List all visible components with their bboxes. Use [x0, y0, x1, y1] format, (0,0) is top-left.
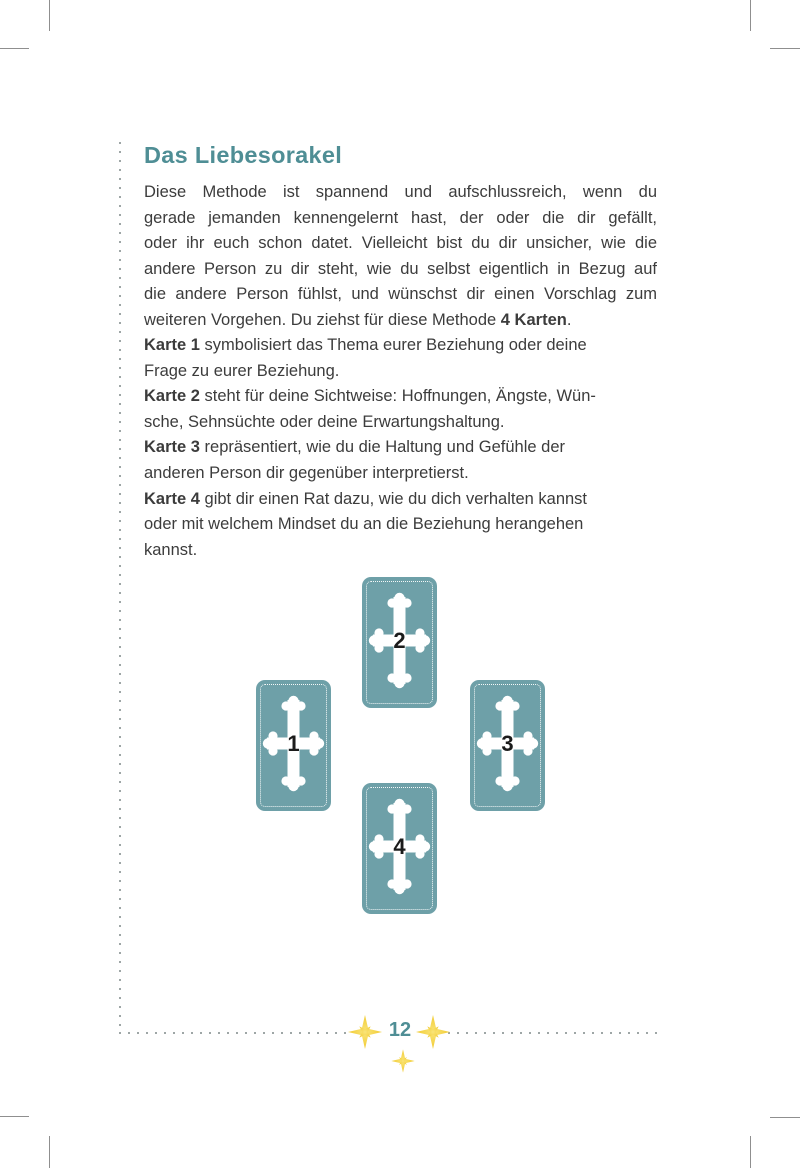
- bold-text-segment: Karte 2: [144, 387, 200, 406]
- card-number: 3: [501, 731, 514, 756]
- bold-text-segment: 4 Karten: [500, 310, 567, 329]
- oracle-card-2: [362, 577, 437, 708]
- text-segment: steht für deine Sichtweise: Hoffnungen, Ängste, Wün-: [199, 387, 596, 406]
- text-segment: Diese Methode ist spannend und aufschlussreich, wenn du: [144, 183, 657, 201]
- card-number: 4: [393, 834, 406, 859]
- text-segment: gerade jemanden kennengelernt hast, der oder die dir gefällt,: [144, 208, 657, 227]
- text-segment: .: [566, 310, 572, 329]
- budded-cross-icon: [256, 680, 331, 811]
- sparkle-star-icon: [390, 1048, 416, 1074]
- text-segment: anderen Person dir gegenüber interpretierst.: [144, 464, 469, 483]
- text-segment: oder mit welchem Mindset du an die Beziehung herangehen: [144, 515, 584, 534]
- budded-cross-icon: [362, 577, 437, 708]
- page-number: 12: [388, 1019, 412, 1041]
- text-segment: repräsentiert, wie du die Haltung und Gefühle der: [199, 438, 566, 457]
- text-segment: andere Person zu dir steht, wie du selbst eigentlich in Bezug auf: [144, 259, 657, 278]
- budded-cross-icon: [362, 783, 437, 914]
- card-number: 1: [287, 731, 300, 756]
- text-segment: sche, Sehnsüchte oder deine Erwartungshaltung.: [144, 412, 505, 431]
- budded-cross-icon: [470, 680, 545, 811]
- page-title: Das Liebesorakel: [144, 142, 343, 168]
- bold-text-segment: Karte 1: [144, 336, 200, 355]
- oracle-card-3: [470, 680, 545, 811]
- bold-text-segment: Karte 3: [144, 438, 200, 457]
- sparkle-star-icon: [414, 1013, 452, 1051]
- oracle-card-4: [362, 783, 437, 914]
- bold-text-segment: Karte 4: [144, 489, 200, 508]
- sparkle-star-icon: [346, 1013, 384, 1051]
- text-segment: gibt dir einen Rat dazu, wie du dich verhalten kannst: [199, 489, 588, 508]
- text-segment: kannst.: [144, 540, 198, 559]
- card-number: 2: [393, 628, 406, 653]
- text-segment: die andere Person fühlst, und wünschst dir einen Vorschlag zum: [144, 285, 657, 304]
- oracle-card-1: [256, 680, 331, 811]
- text-segment: symbolisiert das Thema eurer Beziehung oder deine: [199, 336, 587, 355]
- text-segment: weiteren Vorgehen. Du ziehst für diese Methode: [144, 310, 501, 329]
- text-segment: Frage zu eurer Beziehung.: [144, 361, 340, 380]
- text-segment: oder ihr euch schon datet. Vielleicht bist du dir unsicher, wie die: [144, 234, 657, 253]
